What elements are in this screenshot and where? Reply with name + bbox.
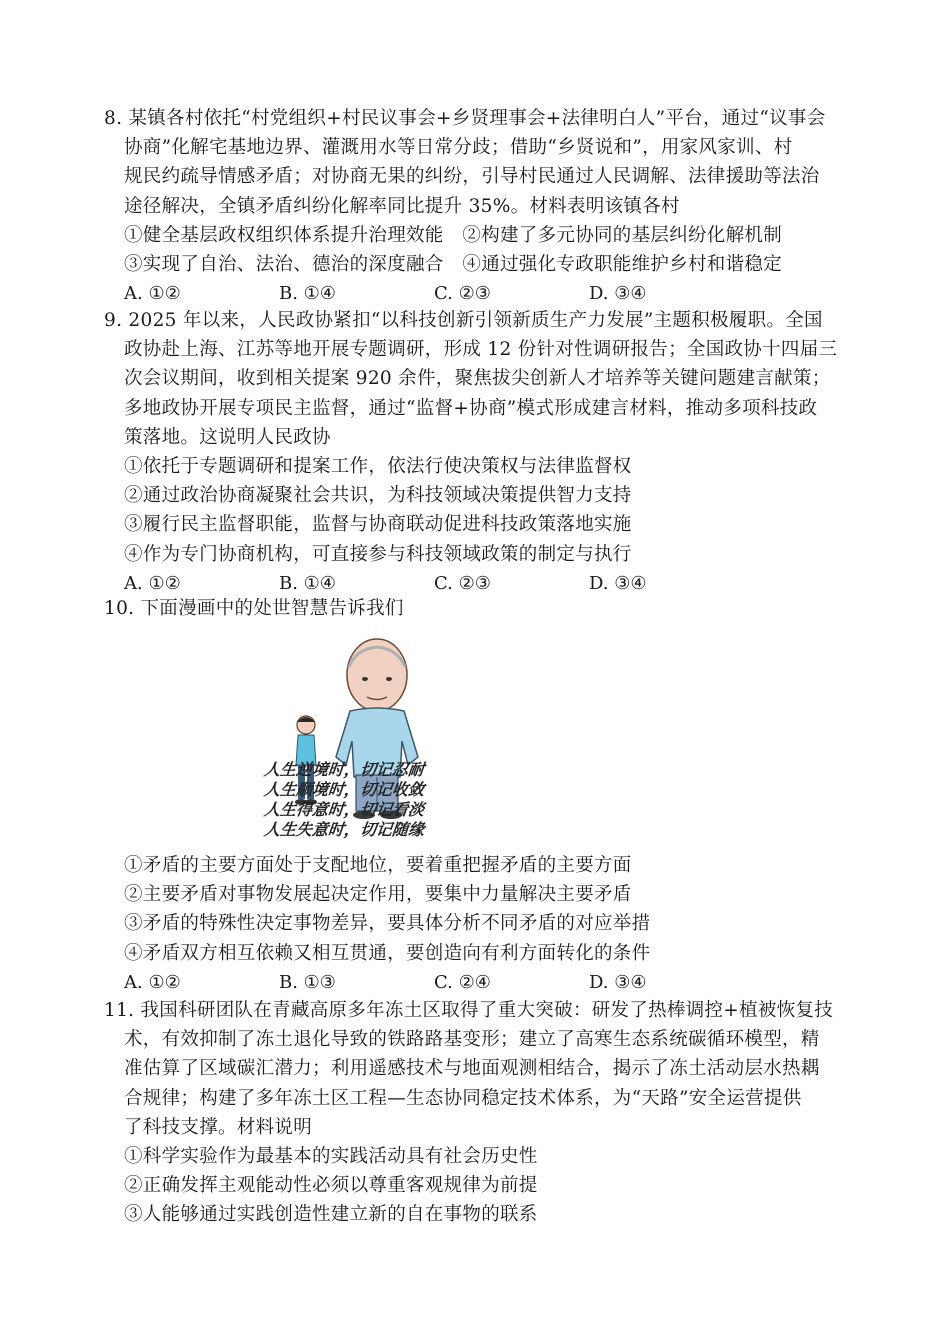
- cartoon-caption-line: 人生逆境时，切记忍耐: [263, 760, 426, 779]
- q8-option-a[interactable]: A. ①②: [124, 283, 181, 305]
- q8-statement: ①健全基层政权组织体系提升治理效能 ②构建了多元协同的基层纠纷化解机制: [124, 224, 783, 246]
- q9-stem-line: 政协赴上海、江苏等地开展专题调研，形成 12 份针对性调研报告；全国政协十四届三: [124, 339, 838, 361]
- q11-stem-line: 合规律；构建了多年冻土区工程—生态协同稳定技术体系，为“天路”安全运营提供: [124, 1087, 802, 1109]
- q9-stem-line: 次会议期间，收到相关提案 920 余件，聚焦拔尖创新人才培养等关键问题建言献策；: [124, 368, 831, 390]
- q11-statement: ②正确发挥主观能动性必须以尊重客观规律为前提: [124, 1175, 538, 1197]
- q8-option-d[interactable]: D. ③④: [589, 283, 647, 305]
- q8-stem-line: 协商”化解宅基地边界、灌溉用水等日常分歧；借助“乡贤说和”，用家风家训、村: [124, 137, 793, 159]
- q8-stem-line: 途径解决，全镇矛盾纠纷化解率同比提升 35%。材料表明该镇各村: [124, 195, 680, 217]
- cartoon-caption: [264, 760, 444, 840]
- q9-stem-line: 9. 2025 年以来，人民政协紧扣“以科技创新引领新质生产力发展”主题积极履职。全国: [104, 310, 823, 331]
- cartoon-caption-line: 人生顺境时，切记收敛: [263, 780, 426, 799]
- q9-option-b[interactable]: B. ①④: [279, 572, 336, 594]
- q10-statement: ②主要矛盾对事物发展起决定作用，要集中力量解决主要矛盾: [124, 884, 632, 906]
- q11-stem-line: 11. 我国科研团队在青藏高原多年冻土区取得了重大突破：研发了热棒调控+植被恢复技: [104, 1000, 834, 1021]
- q9-statement: ②通过政治协商凝聚社会共识，为科技领域决策提供智力支持: [124, 485, 632, 507]
- q10-options: [104, 968, 849, 997]
- q11-statement: ③人能够通过实践创造性建立新的自在事物的联系: [124, 1204, 538, 1226]
- question-9: [104, 306, 849, 598]
- q11-statement: ①科学实验作为最基本的实践活动具有社会历史性: [124, 1146, 538, 1168]
- question-11: [104, 996, 849, 1230]
- q10-option-d[interactable]: D. ③④: [589, 971, 647, 993]
- question-10-choices: [104, 851, 849, 997]
- q10-statement: ①矛盾的主要方面处于支配地位，要着重把握矛盾的主要方面: [124, 855, 632, 876]
- q9-statement: ①依托于专题调研和提案工作，依法行使决策权与法律监督权: [124, 456, 632, 478]
- q10-option-a[interactable]: A. ①②: [124, 971, 181, 993]
- q8-option-c[interactable]: C. ②③: [434, 283, 491, 305]
- q9-stem-line: 策落地。这说明人民政协: [124, 426, 331, 448]
- q11-stem-line: 准估算了区域碳汇潜力；利用遥感技术与地面观测相结合，揭示了冻土活动层水热耦: [124, 1058, 820, 1080]
- q9-option-c[interactable]: C. ②③: [434, 572, 491, 594]
- q8-options: [104, 279, 849, 308]
- q10-stem: 10. 下面漫画中的处世智慧告诉我们: [104, 598, 404, 619]
- q8-stem-line: 规民约疏导情感矛盾；对协商无果的纠纷，引导村民通过人民调解、法律援助等法治: [124, 166, 820, 188]
- q9-statement: ③履行民主监督职能，监督与协商联动促进科技政策落地实施: [124, 514, 632, 536]
- cartoon-caption-line: 人生得意时，切记看淡: [263, 800, 426, 819]
- q9-stem-line: 多地政协开展专项民主监督，通过“监督+协商”模式形成建言材料，推动多项科技政: [124, 397, 818, 419]
- q8-statement: ③实现了自治、法治、德治的深度融合 ④通过强化专政职能维护乡村和谐稳定: [124, 254, 783, 276]
- question-8: [104, 104, 849, 308]
- cartoon-caption-line: 人生失意时，切记随缘: [263, 820, 426, 839]
- q9-option-d[interactable]: D. ③④: [589, 572, 647, 594]
- q9-statement: ④作为专门协商机构，可直接参与科技领域政策的制定与执行: [124, 543, 632, 565]
- q10-option-c[interactable]: C. ②④: [434, 971, 491, 993]
- q8-option-b[interactable]: B. ①④: [279, 283, 336, 305]
- q11-stem-line: 了科技支撑。材料说明: [124, 1116, 313, 1138]
- q8-stem-line: 8. 某镇各村依托“村党组织+村民议事会+乡贤理事会+法律明白人”平台，通过“议事会: [104, 108, 826, 129]
- q11-stem-line: 术，有效抑制了冻土退化导致的铁路路基变形；建立了高寒生态系统碳循环模型，精: [124, 1029, 820, 1051]
- q10-statement: ③矛盾的特殊性决定事物差异，要具体分析不同矛盾的对应举措: [124, 913, 651, 935]
- q10-option-b[interactable]: B. ①③: [279, 971, 336, 993]
- q10-statement: ④矛盾双方相互依赖又相互贯通，要创造向有利方面转化的条件: [124, 942, 651, 964]
- q9-option-a[interactable]: A. ①②: [124, 572, 181, 594]
- question-10: [104, 594, 849, 623]
